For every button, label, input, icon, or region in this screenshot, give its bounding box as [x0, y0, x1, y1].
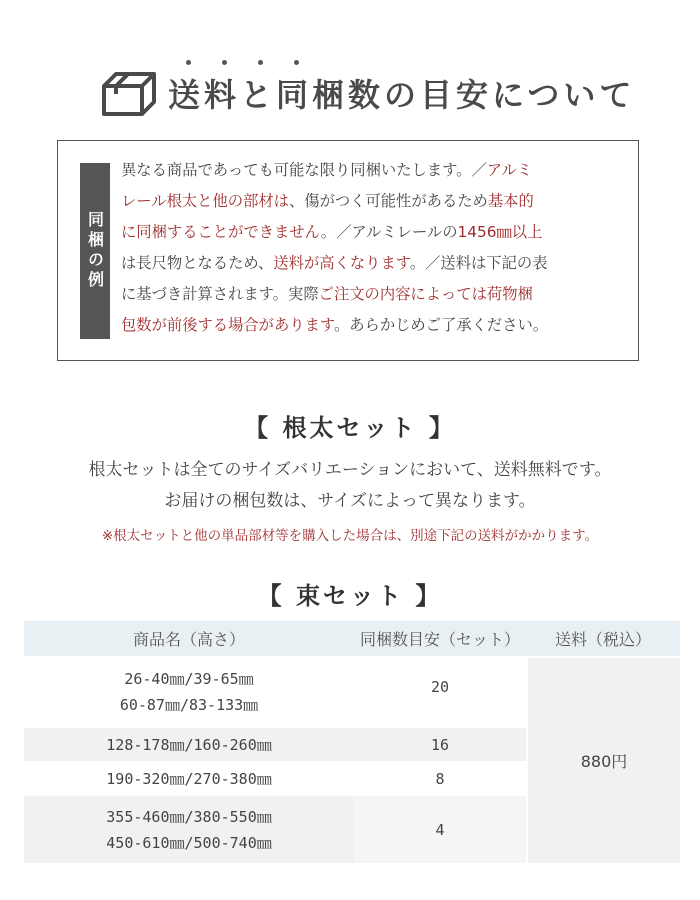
table-row-count: 4 — [354, 796, 526, 863]
table-row-size — [24, 658, 354, 726]
table-row-size — [24, 762, 354, 795]
size-text: 128-178㎜/160-260㎜ — [106, 735, 272, 754]
taba-heading: 【 束セット 】 — [257, 582, 443, 610]
highlight-text: 包数が前後する場合があります — [121, 316, 334, 334]
table-row-count: 16 — [354, 728, 526, 761]
highlight-text: 送料が高くなります — [273, 254, 410, 272]
body-text: 。／送料は下記の表 — [409, 254, 548, 272]
size-text: 190-320㎜/270-380㎜ — [106, 769, 272, 788]
table-row-size — [24, 796, 354, 863]
example-line — [121, 217, 626, 248]
box-icon — [100, 68, 158, 118]
table-row-size — [24, 728, 354, 761]
highlight-text: 基本的 — [487, 192, 534, 210]
body-text: 。／アルミレールの — [320, 223, 458, 241]
nebuto-line-1: 根太セットは全てのサイズバリエーションにおいて、送料無料です。 — [88, 460, 612, 480]
page-header — [0, 60, 700, 130]
highlight-text: アルミ — [486, 161, 533, 179]
example-line — [121, 248, 626, 279]
nebuto-line-2: お届けの梱包数は、サイズによって異なります。 — [164, 491, 536, 511]
size-text: 450-610㎜/500-740㎜ — [106, 833, 272, 852]
highlight-text: に同梱することができません — [121, 223, 321, 241]
shipping-table — [24, 621, 680, 863]
highlight-text: ご注文の内容によっては荷物梱 — [318, 285, 533, 303]
example-label: 同梱の例 — [80, 163, 110, 339]
table-row-count: 20 — [430, 678, 450, 696]
size-text: 355-460㎜/380-550㎜ — [106, 807, 272, 826]
size-text: 60-87㎜/83-133㎜ — [119, 696, 259, 714]
column-header-product: 商品名（高さ） — [24, 621, 354, 656]
example-line — [121, 310, 626, 341]
highlight-text: 1456㎜以上 — [457, 223, 543, 241]
body-text: は長尺物となるため、 — [121, 254, 274, 272]
nebuto-note: ※根太セットと他の単品部材等を購入した場合は、別途下記の送料がかかります。 — [101, 528, 599, 544]
shipping-price: 880円 — [528, 658, 680, 863]
nebuto-heading: 【 根太セット 】 — [244, 414, 456, 442]
example-text — [121, 155, 626, 341]
size-text: 26-40㎜/39-65㎜ — [124, 670, 254, 688]
page-title: 送料と同梱数の目安について — [168, 76, 636, 114]
highlight-text: レール根太と他の部材は — [121, 192, 289, 210]
body-text: 異なる商品であっても可能な限り同梱いたします。／ — [121, 161, 487, 179]
column-header-price: 送料（税込） — [526, 621, 680, 656]
example-line — [121, 186, 626, 217]
example-box — [57, 140, 639, 361]
body-text: 。あらかじめご了承ください。 — [333, 316, 549, 334]
example-line — [121, 279, 626, 310]
body-text: 、傷がつく可能性があるため — [288, 192, 488, 210]
table-row-count: 8 — [435, 769, 445, 788]
column-header-count: 同梱数目安（セット） — [354, 621, 526, 656]
body-text: に基づき計算されます。実際 — [121, 285, 319, 303]
example-line — [121, 155, 626, 186]
emphasis-dots — [172, 60, 302, 68]
